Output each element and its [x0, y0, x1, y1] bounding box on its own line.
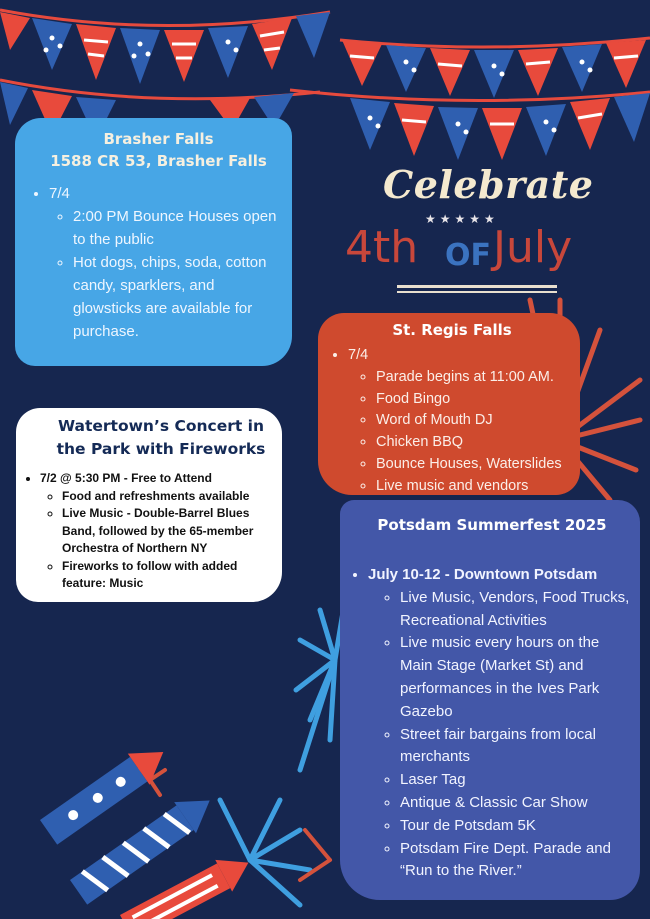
of-text: OF — [445, 238, 491, 273]
list-item: ◦ Live Music - Double-Barrel Blues Band, followed by the 65-member Orchestra of Northern NY — [62, 505, 276, 558]
list-item: ◦ 2:00 PM Bounce Houses open to the public — [73, 205, 284, 251]
potsdam-date: July 10-12 - Downtown Potsdam — [368, 566, 598, 583]
list-item: ◦ Chicken BBQ — [376, 432, 570, 454]
potsdam-list — [350, 564, 634, 883]
list-item: ◦ Street fair bargains from local merchants — [400, 724, 634, 770]
firework-burst-bottom-icon — [220, 800, 310, 905]
title-underline — [397, 285, 557, 288]
list-item — [348, 345, 570, 498]
watertown-sublist — [40, 488, 276, 593]
list-item: ◦ Food Bingo — [376, 389, 570, 411]
list-item — [49, 182, 284, 343]
rocket-icon — [38, 736, 257, 919]
potsdam-summerfest-card — [340, 500, 640, 900]
list-item: ◦ Food and refreshments available — [62, 488, 276, 506]
watertown-date: 7/2 @ 5:30 PM - Free to Attend — [40, 471, 212, 485]
brasher-falls-heading — [33, 128, 284, 172]
st-regis-sublist — [348, 367, 570, 498]
fourth-of-july-text — [345, 222, 610, 278]
potsdam-heading: Potsdam Summerfest 2025 — [377, 516, 607, 534]
st-regis-date: 7/4 — [348, 347, 369, 363]
brasher-heading-line1: Brasher Falls — [103, 130, 214, 148]
stars-row: ★★★★★ — [425, 212, 499, 226]
list-item: ◦ Live music every hours on the Main Stage (Market St) and performances in the Ives Park Gazebo — [400, 632, 634, 723]
brasher-sublist — [49, 205, 284, 343]
brasher-list — [33, 182, 284, 343]
st-regis-list — [334, 345, 570, 498]
list-item: ◦ Live music and vendors — [376, 476, 570, 498]
list-item: ◦ Potsdam Fire Dept. Parade and “Run to the River.” — [400, 838, 634, 884]
celebrate-4th-of-july-title — [345, 160, 610, 300]
watertown-list — [26, 470, 276, 593]
brasher-date: 7/4 — [49, 185, 70, 202]
list-item: ◦ Fireworks to follow with added feature: Music — [62, 558, 276, 593]
list-item: ◦ Parade begins at 11:00 AM. — [376, 367, 570, 389]
list-item: ◦ Tour de Potsdam 5K — [400, 815, 634, 838]
firework-blue-icon — [296, 600, 345, 770]
title-underline-2 — [397, 291, 557, 293]
list-item: ◦ Bounce Houses, Waterslides — [376, 454, 570, 476]
list-item: ◦ Hot dogs, chips, soda, cotton candy, sparklers, and glowsticks are available for purchase. — [73, 251, 284, 343]
st-regis-falls-card — [318, 313, 580, 495]
list-item — [40, 470, 276, 593]
list-item: ◦ Laser Tag — [400, 769, 634, 792]
brasher-falls-card — [15, 118, 292, 366]
july-text: July — [493, 222, 573, 273]
watertown-card — [16, 408, 282, 602]
list-item — [368, 564, 634, 883]
celebrate-text: Celebrate — [383, 162, 594, 207]
list-item: ◦ Live Music, Vendors, Food Trucks, Recreational Activities — [400, 587, 634, 633]
list-item: ◦ Word of Mouth DJ — [376, 410, 570, 432]
fourth-text: 4th — [345, 222, 419, 273]
potsdam-sublist — [368, 587, 634, 883]
list-item: ◦ Antique & Classic Car Show — [400, 792, 634, 815]
brasher-heading-line2: 1588 CR 53, Brasher Falls — [50, 152, 267, 170]
watertown-heading: Watertown’s Concert in the Park with Fireworks — [56, 417, 266, 458]
st-regis-heading: St. Regis Falls — [392, 321, 512, 339]
